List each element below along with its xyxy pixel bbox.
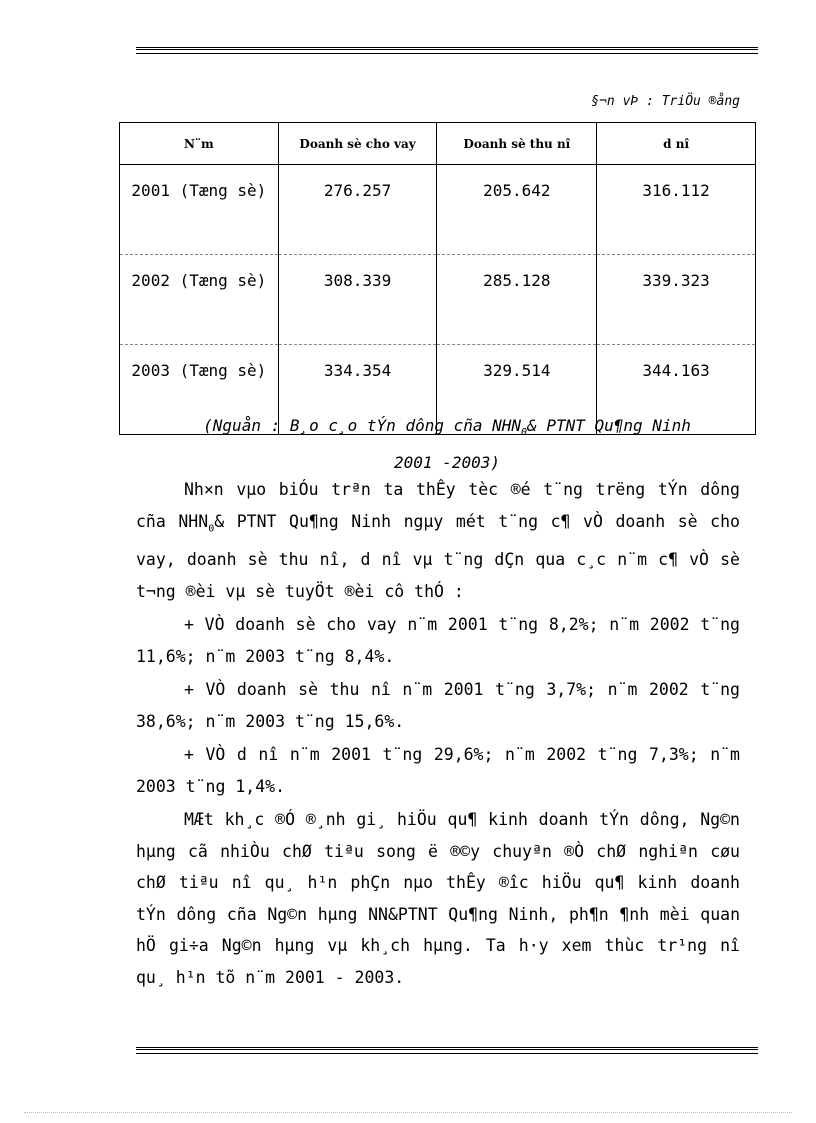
cell-balance: 344.163 (597, 345, 756, 435)
col-loan-header: Doanh sè cho vay (278, 123, 437, 165)
col-collection-header: Doanh sè thu nî (437, 123, 597, 165)
unit-note: §¬n vÞ : TriÖu ®ång (591, 94, 740, 109)
cell-collection: 329.514 (437, 345, 597, 435)
cell-balance: 316.112 (597, 165, 756, 255)
table-source-note (136, 411, 758, 478)
body-text (136, 474, 740, 993)
table-row (120, 255, 756, 345)
credit-table (119, 122, 756, 435)
cell-collection: 285.128 (437, 255, 597, 345)
cell-loan: 276.257 (278, 165, 437, 255)
paragraph-intro: Nh×n vµo biÓu trªn ta thÊy tèc ®é t¨ng trëng tÝn dông cña $NHN_0\&$ PTNT Qu¶ng Ninh ngµy mét t¨ng c¶ vÒ doanh sè cho vay, doanh sè thu nî, d nî vµ t¨ng dÇn qua c¸c n¨m c¶ vÒ sè t¬ng ®èi vµ sè tuyÖt ®èi cô thÓ : (136, 480, 740, 601)
cell-loan: 334.354 (278, 345, 437, 435)
footer-rule (136, 1047, 758, 1054)
table-row (120, 165, 756, 255)
cell-balance: 339.323 (597, 255, 756, 345)
col-year-header: N¨m (120, 123, 279, 165)
source-line-1: (Nguån : B¸o c¸o tÝn dông cña $NHN_0\&$ PTNT Qu¶ng Ninh (203, 416, 691, 439)
paragraph-balance-growth: + VÒ d nî n¨m 2001 t¨ng 29,6%; n¨m 2002 t¨ng 7,3%; n¨m 2003 t¨ng 1,4%. (136, 745, 740, 796)
header-rule (136, 47, 758, 54)
paragraph-loan-growth: + VÒ doanh sè cho vay n¨m 2001 t¨ng 8,2%; n¨m 2002 t¨ng 11,6%; n¨m 2003 t¨ng 8,4%. (136, 615, 740, 666)
cell-collection: 205.642 (437, 165, 597, 255)
source-line-2: 2001 -2003) (394, 453, 500, 473)
cell-year: 2001 (Tæng sè) (120, 165, 279, 255)
paragraph-efficiency: MÆt kh¸c ®Ó ®¸nh gi¸ hiÖu qu¶ kinh doanh tÝn dông, Ng©n hµng cã nhiÒu chØ tiªu song ë ®©y chuyªn ®Ò chØ nghiªn cøu chØ tiªu nî qu¸ h¹n phÇn nµo thÊy ®îc hiÖu qu¶ kinh doanh tÝn dông cña Ng©n hµng NN&PTNT Qu¶ng Ninh, ph¶n ¶nh mèi quan hÖ gi÷a Ng©n hµng vµ kh¸ch hµng. Ta h·y xem thùc tr¹ng nî qu¸ h¹n tõ n¨m 2001 - 2003. (136, 810, 740, 987)
cell-loan: 308.339 (278, 255, 437, 345)
table-header-row (120, 123, 756, 165)
paragraph-collection-growth: + VÒ doanh sè thu nî n¨m 2001 t¨ng 3,7%; n¨m 2002 t¨ng 38,6%; n¨m 2003 t¨ng 15,6%. (136, 680, 740, 731)
cell-year: 2003 (Tæng sè) (120, 345, 279, 435)
cell-year: 2002 (Tæng sè) (120, 255, 279, 345)
col-balance-header: d nî (597, 123, 756, 165)
page-bottom-edge (24, 1112, 792, 1113)
